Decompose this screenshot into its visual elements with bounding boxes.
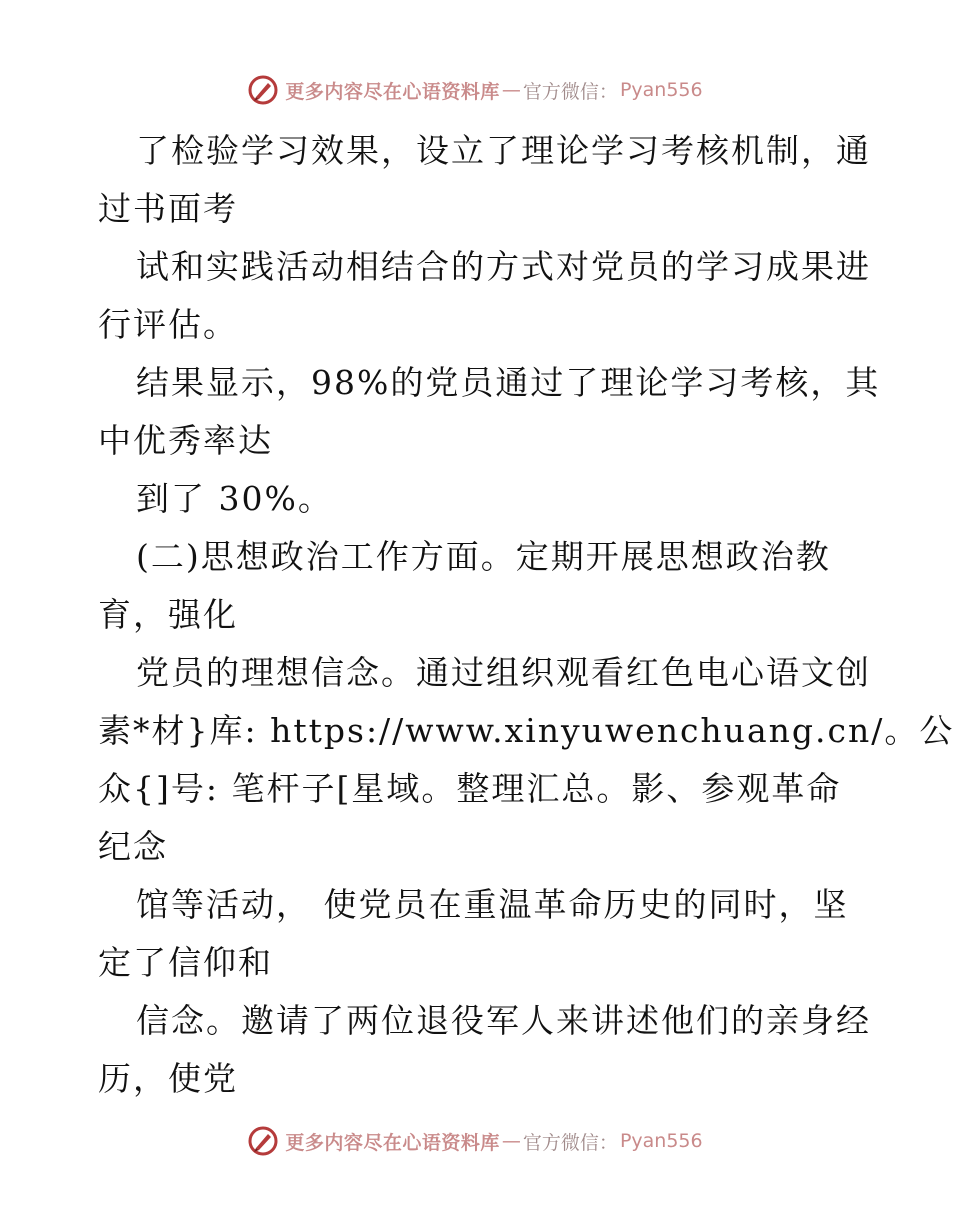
text-line: 历，使党 xyxy=(98,1059,238,1098)
text-line: 纪念 xyxy=(98,827,168,866)
watermark-text: 更多内容尽在心语资料库 xyxy=(285,1131,500,1154)
watermark-label: 官方微信： xyxy=(522,1131,618,1154)
watermark-separator: — xyxy=(501,79,521,101)
footer-watermark xyxy=(0,1121,950,1161)
text-line: 馆等活动， 使党员在重温革命历史的同时，坚 xyxy=(136,885,849,924)
text-line: 了检验学习效果，设立了理论学习考核机制，通 xyxy=(136,131,871,170)
document-body xyxy=(98,122,954,1108)
text-line: 中优秀率达 xyxy=(98,421,273,460)
quill-seal-icon xyxy=(247,74,279,106)
text-line: 过书面考 xyxy=(98,189,238,228)
text-line: 结果显示，98%的党员通过了理论学习考核，其 xyxy=(136,363,881,402)
text-line: 行评估。 xyxy=(98,305,238,344)
header-watermark xyxy=(0,70,950,110)
watermark-id: Pyan556 xyxy=(619,1130,703,1152)
text-line: 定了信仰和 xyxy=(98,943,273,982)
text-line: 众{]号: 笔杆子[星域。整理汇总。影、参观革命 xyxy=(98,769,842,808)
text-line: 育，强化 xyxy=(98,595,238,634)
text-line: 试和实践活动相结合的方式对党员的学习成果进 xyxy=(136,247,871,286)
text-line: (二)思想政治工作方面。定期开展思想政治教 xyxy=(136,537,831,576)
text-line: 党员的理想信念。通过组织观看红色电心语文创 xyxy=(136,653,871,692)
watermark-label: 官方微信： xyxy=(522,80,618,103)
text-line: 到了 30%。 xyxy=(136,479,333,518)
quill-seal-icon xyxy=(247,1125,279,1157)
watermark-separator: — xyxy=(501,1130,521,1152)
watermark-id: Pyan556 xyxy=(619,79,703,101)
text-line: 素*材}库: https://www.xinyuwenchuang.cn/。公 xyxy=(98,711,954,750)
watermark-text: 更多内容尽在心语资料库 xyxy=(285,80,500,103)
text-line: 信念。邀请了两位退役军人来讲述他们的亲身经 xyxy=(136,1001,871,1040)
